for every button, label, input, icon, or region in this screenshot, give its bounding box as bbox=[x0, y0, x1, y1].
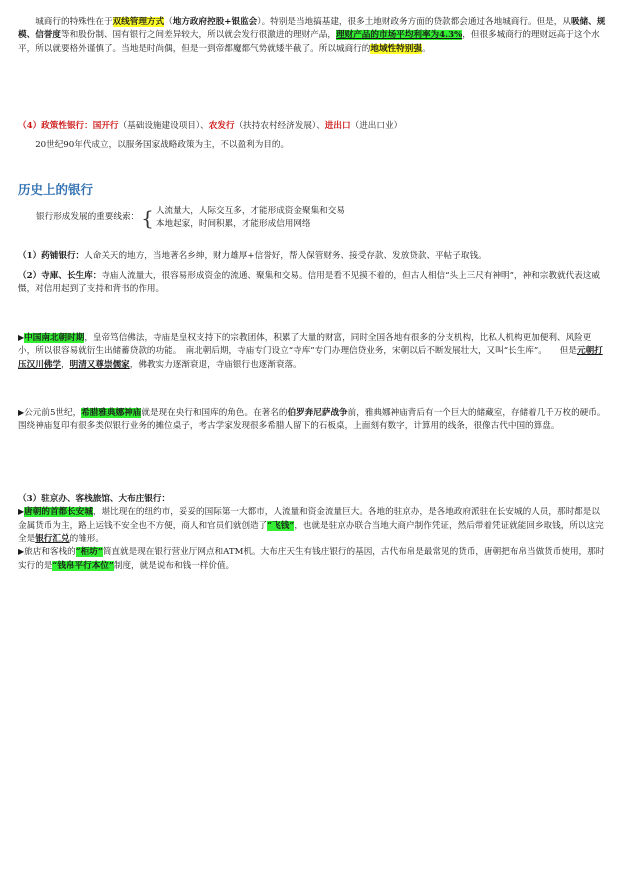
bullet-icon: ▶ bbox=[18, 507, 25, 517]
highlight: 唐朝的首都长安城 bbox=[24, 507, 93, 518]
highlight: 双线管理方式 bbox=[112, 17, 165, 27]
text: 就是现在央行和国库的角色。在著名的 bbox=[141, 408, 288, 418]
policy-label: （4）政策性银行： bbox=[18, 121, 93, 131]
bold-text: 吸储、规模、信誉度 bbox=[18, 17, 606, 41]
text: 简直就是现在银行营业厅网点和ATM机。大布庄天生有钱庄银行的基因，古代布帛是最常见的货币，唐朝把布帛当做货币使用，那时实行的是 bbox=[18, 547, 605, 571]
item-label: （3）驻京办、客栈旅馆、大布庄银行： bbox=[18, 494, 171, 504]
bold-text: 伯罗奔尼萨战争 bbox=[287, 408, 348, 418]
temple-bank bbox=[18, 270, 608, 297]
text: （进出口业） bbox=[350, 121, 403, 131]
text: 的雏形。 bbox=[69, 533, 104, 544]
text: （ bbox=[164, 17, 173, 27]
clue-item: 本地起家，时间积累，才能形成信用网络 bbox=[155, 218, 311, 229]
liaison-office-section bbox=[18, 493, 608, 573]
highlight: “钱帛平行本位” bbox=[52, 560, 114, 571]
highlight: 地域性特别强 bbox=[370, 43, 422, 54]
highlight: 中国南北朝时期 bbox=[24, 333, 85, 343]
text: ，佛教实力逐渐衰退，寺庙银行也逐渐衰落。 bbox=[129, 359, 302, 370]
clue-item: 人流量大，人际交互多，才能形成资金聚集和交易 bbox=[155, 206, 345, 216]
text: 人命关天的地方，当地著名乡绅，财力雄厚+信誉好，帮人保管财务、接受存款、发放贷款、平帖子取钱。 bbox=[84, 251, 487, 261]
bullet-icon: ▶ bbox=[18, 547, 25, 557]
text: 旅店和客栈的 bbox=[24, 547, 76, 558]
bullet-icon: ▶ bbox=[18, 333, 25, 342]
clue-items bbox=[156, 205, 345, 231]
item-label: （2）寺庫、长生库： bbox=[18, 271, 102, 281]
athena-temple-paragraph bbox=[18, 407, 608, 434]
underlined-text: 明清又尊崇儒家 bbox=[69, 359, 130, 370]
intro-paragraph bbox=[18, 16, 608, 56]
bank-name: 国开行 bbox=[92, 121, 119, 131]
text: （扶持农村经济发展）、 bbox=[234, 121, 325, 131]
text: ，但很多城商行的理财远高于这个水平，所以就要格外谨慎了。当地是时尚偶，但是一到帝都魔都气势就矮半截了。所以城商行的 bbox=[18, 30, 600, 54]
bank-name: 农发行 bbox=[208, 121, 235, 131]
highlight: “飞钱” bbox=[267, 520, 295, 531]
pharmacy-bank bbox=[18, 250, 608, 263]
southern-northern-dynasty-paragraph bbox=[18, 332, 608, 372]
bank-name: 进出口 bbox=[324, 121, 351, 131]
text: 公元前5世纪， bbox=[24, 408, 82, 418]
text: 城商行的特殊性在于 bbox=[35, 17, 113, 27]
text: ）。特别是当地搞基建，很多土地财政务方面的贷款都会通过各地城商行。但是，从 bbox=[257, 17, 571, 27]
brace-icon: { bbox=[141, 205, 154, 230]
underlined-text: 银行汇兑 bbox=[35, 533, 70, 544]
clue-block bbox=[18, 205, 620, 231]
text: ，也就是驻京办联合当地大商户制作凭证，然后带着凭证就能回乡取钱，所以这完全是 bbox=[18, 520, 604, 544]
text: ， bbox=[60, 359, 70, 370]
text: 制度，就是说布和钱一样价值。 bbox=[113, 560, 235, 571]
text: ，皇帝笃信佛法，寺庙是皇权支持下的宗教团体，积累了大量的财富，同时全国各地有很多的分支机构，比私人机构更加便利、风险更小，所以很容易就衍生出储蓄贷款的功能。 南北朝后期，寺庙专门设立“寺库”专门办理信贷业务，宋朝以后不断发展壮大，又叫“长生库”。 但是 bbox=[18, 333, 592, 357]
text: 寺庙人流量大，很容易形成资金的流通、聚集和交易。信用是看不见摸不着的，但古人相信“头上三尺有神明”，神和宗教就代表这威慑，对信用起到了支持和背书的作用。 bbox=[18, 271, 600, 295]
text: ，堪比现在的纽约市，妥妥的国际第一大都市，人流量和资金流量巨大。各地的驻京办，是各地政府派驻在长安城的人员，那时都是以金属货币为主，路上运钱不安全也不方便，商人和官员们就创造了 bbox=[18, 507, 600, 531]
highlight: 理财产品的市场平均利率为4.3% bbox=[336, 30, 463, 41]
bold-text: 地方政府控股+银监会 bbox=[172, 17, 258, 27]
text: 等和股份制、国有银行之间差异较大，所以就会发行很激进的理财产品， bbox=[60, 30, 336, 41]
item-label: （1）药铺银行： bbox=[18, 251, 85, 261]
bullet-icon: ▶ bbox=[18, 408, 25, 417]
section-title: 历史上的银行 bbox=[18, 182, 94, 197]
text: （基础设施建设项目）、 bbox=[118, 121, 209, 131]
clue-label: 银行形成发展的重要线索： bbox=[36, 212, 140, 223]
highlight: 希腊雅典娜神庙 bbox=[81, 408, 142, 418]
text: 。 bbox=[421, 43, 431, 54]
highlight: “柜坊” bbox=[75, 547, 103, 558]
text: 前，雅典娜神庙背后有一个巨大的储藏室，存储着几千万枚的硬币。围绕神庙复印有很多类似银行业务的摊位桌子，考古学家发现很多希腊人留下的石板桌，上面刻有数字，计算用的线条，很像古代中国的算盘。 bbox=[18, 408, 606, 432]
underlined-text: 元朝打压汉川佛学 bbox=[18, 346, 603, 370]
policy-description: 20世纪90年代成立，以服务国家战略政策为主，不以盈利为目的。 bbox=[35, 140, 290, 151]
policy-bank-section bbox=[18, 120, 608, 153]
